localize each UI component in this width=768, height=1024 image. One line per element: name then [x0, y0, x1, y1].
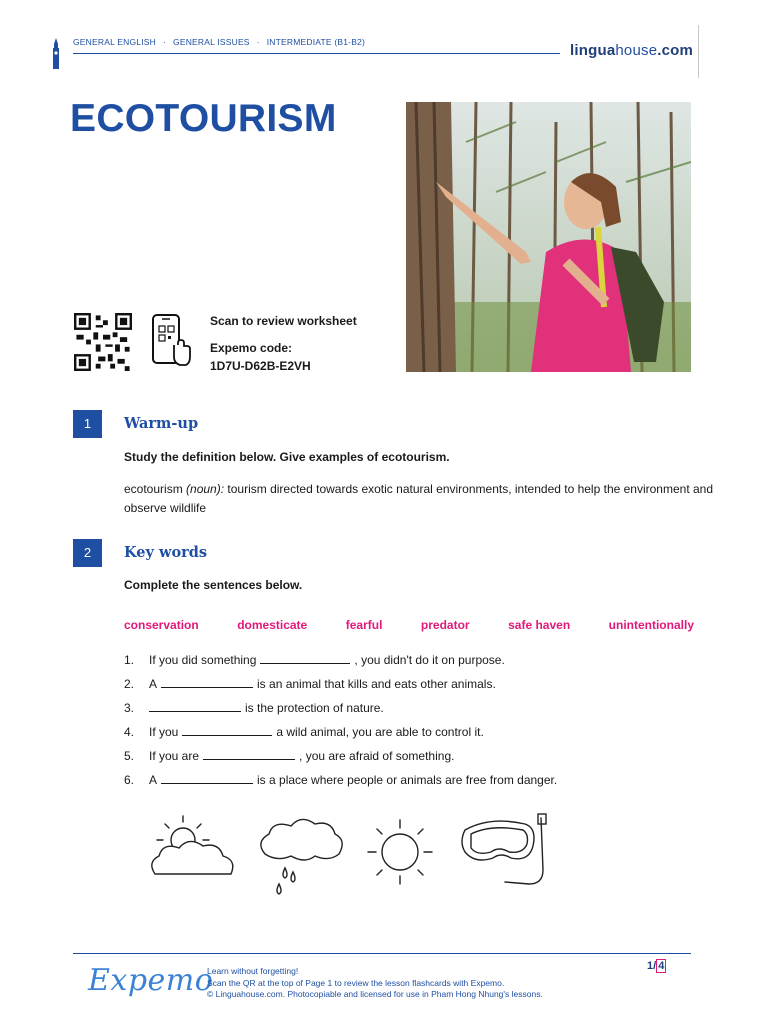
section-1-number: 1	[73, 410, 102, 438]
answer-blank[interactable]	[203, 747, 295, 760]
word-bank	[124, 618, 694, 632]
big-ben-icon	[50, 38, 62, 70]
header-vertical-rule	[698, 25, 699, 78]
qr-code-icon[interactable]	[73, 313, 133, 371]
word-bank-item: conservation	[124, 618, 199, 632]
breadcrumb-course[interactable]: GENERAL ENGLISH	[73, 37, 156, 47]
list-item: 3. is the protection of nature.	[124, 701, 384, 715]
section-1-title: Warm-up	[124, 415, 199, 432]
section-2-instruction: Complete the sentences below.	[124, 578, 303, 592]
section-2-title: Key words	[124, 544, 208, 561]
list-item: 6. A is a place where people or animals are free from danger.	[124, 773, 558, 787]
list-item: 2. A is an animal that kills and eats other animals.	[124, 677, 496, 691]
phone-scan-icon	[150, 313, 192, 373]
weather-doodles	[145, 812, 555, 907]
answer-blank[interactable]	[161, 771, 253, 784]
rain-cloud-icon	[261, 819, 342, 894]
footer-copyright: © Linguahouse.com. Photocopiable and licensed for use in Pham Hong Nhung's lessons.	[207, 989, 543, 999]
word-bank-item: safe haven	[508, 618, 571, 632]
expemo-code: 1D7U-D62B-E2VH	[210, 359, 311, 373]
hiker-woman-photo	[406, 102, 691, 372]
list-item: 4. If you a wild animal, you are able to control it.	[124, 725, 484, 739]
expemo-logo[interactable]: Expemo	[88, 963, 214, 998]
footer-instruction: Scan the QR at the top of Page 1 to review the lesson flashcards with Expemo.	[207, 977, 505, 988]
list-item: 5. If you are , you are afraid of something.	[124, 749, 455, 763]
section-1-instruction: Study the definition below. Give examples of ecotourism.	[124, 450, 450, 464]
breadcrumb: GENERAL ENGLISH · GENERAL ISSUES · INTERMEDIATE (B1-B2)	[73, 37, 366, 47]
sun-icon	[368, 820, 432, 884]
footer-text	[207, 966, 543, 1001]
answer-blank[interactable]	[182, 723, 272, 736]
answer-blank[interactable]	[260, 651, 350, 664]
list-item: 1. If you did something , you didn't do it on purpose.	[124, 653, 505, 667]
breadcrumb-topic[interactable]: GENERAL ISSUES	[173, 37, 250, 47]
scan-instructions	[210, 312, 357, 375]
word-bank-item: domesticate	[237, 618, 308, 632]
footer-tagline: Learn without forgetting!	[207, 966, 299, 976]
word-bank-item: predator	[420, 618, 470, 632]
expemo-code-label: Expemo code:	[210, 341, 293, 355]
definition-text	[124, 480, 724, 518]
breadcrumb-level[interactable]: INTERMEDIATE (B1-B2)	[266, 37, 366, 47]
linguahouse-logo[interactable]: linguahouse.com	[570, 42, 694, 59]
definition-body: tourism directed towards exotic natural environments, intended to help the environment and observe wildlife	[124, 482, 714, 515]
header-divider	[73, 53, 560, 54]
sun-cloud-icon	[152, 816, 233, 874]
scan-label: Scan to review worksheet	[210, 314, 357, 328]
definition-term: ecotourism	[124, 482, 183, 496]
answer-blank[interactable]	[161, 675, 253, 688]
section-2-number: 2	[73, 539, 102, 567]
sentence-list	[124, 651, 557, 795]
word-bank-item: unintentionally	[608, 618, 694, 632]
footer-divider	[73, 953, 691, 954]
definition-part-of-speech: (noun):	[186, 482, 225, 496]
page-number: 1/ 4	[647, 960, 665, 972]
page-total: 4	[658, 960, 665, 972]
snorkel-mask-icon	[462, 814, 546, 884]
page-title: ECOTOURISM	[70, 97, 337, 140]
word-bank-item: fearful	[345, 618, 383, 632]
answer-blank[interactable]	[149, 699, 241, 712]
